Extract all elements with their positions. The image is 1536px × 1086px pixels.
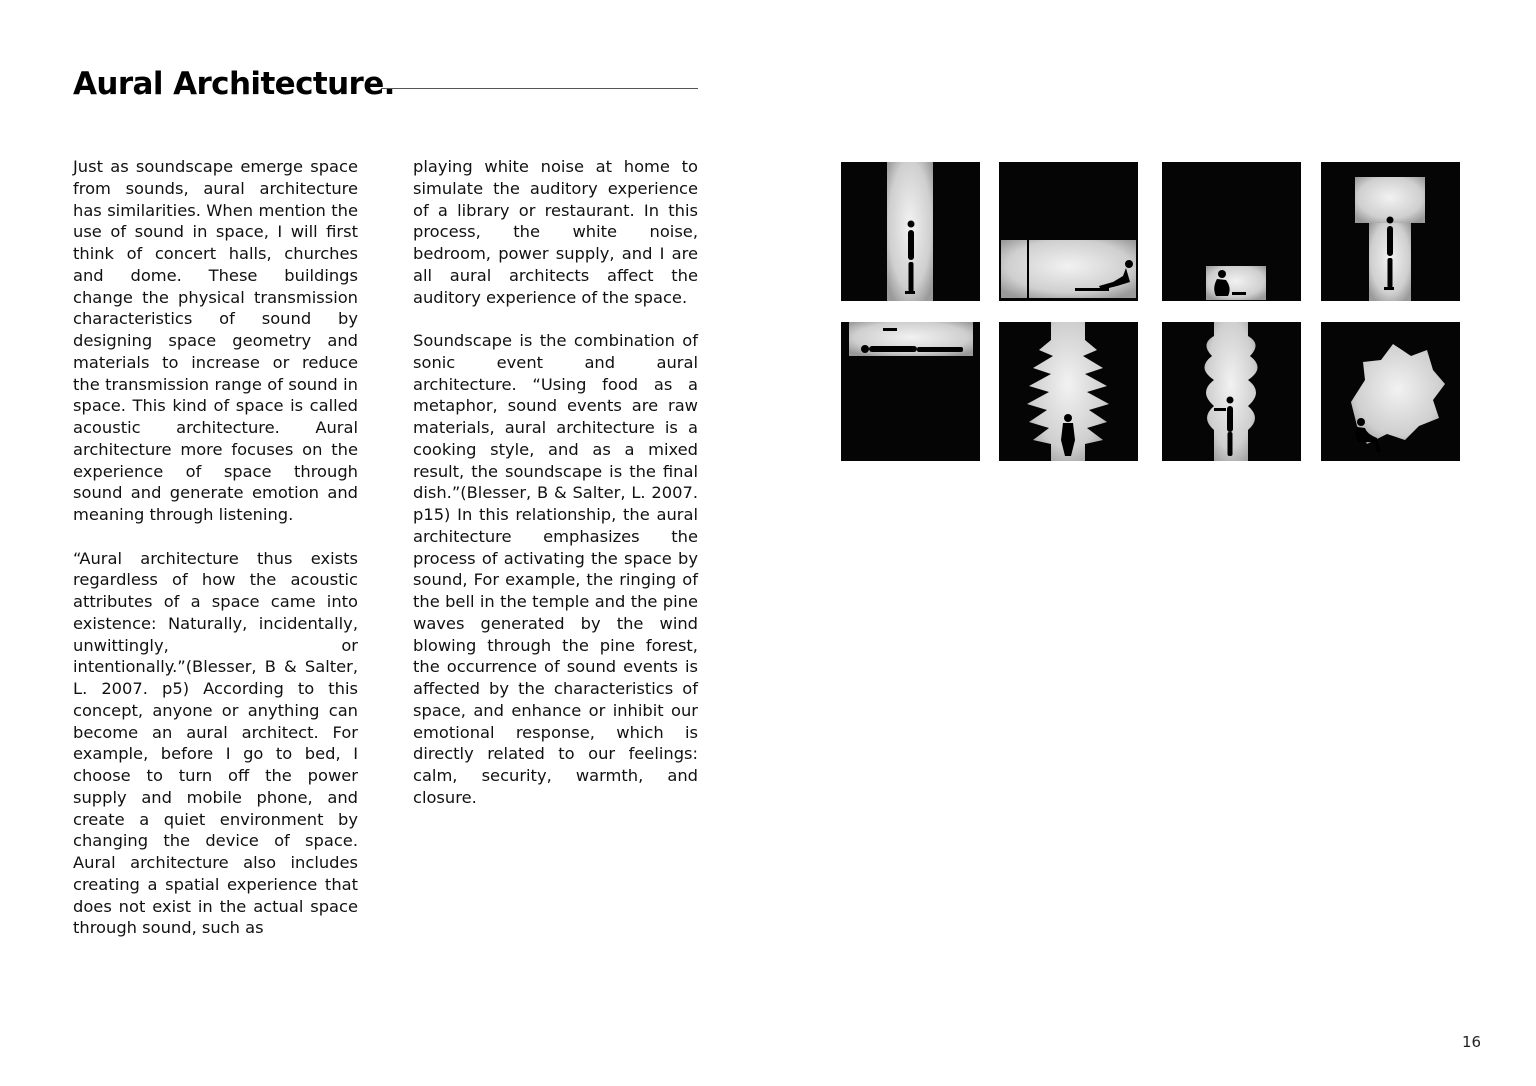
illustration-panel-1 xyxy=(841,162,980,301)
illustration-panel-7 xyxy=(1162,322,1301,461)
paragraph: playing white noise at home to simulate the auditory experience of a library or restaurant. In this process, the white noise, bedroom, power supply, and I are all aural architects affect the auditory experience of the space. xyxy=(413,157,698,307)
page-title: Aural Architecture. xyxy=(73,66,395,102)
page-number: 16 xyxy=(1462,1033,1482,1051)
illustration-panel-5 xyxy=(841,322,980,461)
title-rule xyxy=(381,88,698,89)
paragraph: “Aural architecture thus exists regardless of how the acoustic attributes of a space came into existence: Naturally, incidentally, unwittingly, or intentionally.”(Blesser, B & Salter, L. 2007. p5) According to this concept, anyone or anything can become an aural architect. For example, before I go to bed, I choose to turn off the power supply and mobile phone, and create a quiet environment by changing the device of space. Aural architecture also includes creating a spatial experience that does not exist in the actual space through sound, such as xyxy=(73,548,358,938)
illustration-panel-6 xyxy=(999,322,1138,461)
illustration-panel-4 xyxy=(1321,162,1460,301)
illustration-panel-2 xyxy=(999,162,1138,301)
illustration-panel-3 xyxy=(1162,162,1301,301)
text-column-right xyxy=(413,156,698,830)
paragraph: Just as soundscape emerge space from sounds, aural architecture has similarities. When mention the use of sound in space, I will first think of concert halls, churches and dome. These buildings change the physical transmission characteristics of sound by designing space geometry and materials to increase or reduce the transmission range of sound in space. This kind of space is called acoustic architecture. Aural architecture more focuses on the experience of space through sound and generate emotion and meaning through listening. xyxy=(73,157,358,524)
paragraph: Soundscape is the combination of sonic event and aural architecture. “Using food as a metaphor, sound events are raw materials, aural architecture is a cooking style, and as a mixed result, the soundscape is the final dish.”(Blesser, B & Salter, L. 2007. p15) In this relationship, the aural architecture emphasizes the process of activating the space by sound, For example, the ringing of the bell in the temple and the pine waves generated by the wind blowing through the pine forest, the occurrence of sound events is affected by the characteristics of space, and enhance or inhibit our emotional response, which is directly related to our feelings: calm, security, warmth, and closure. xyxy=(413,331,698,807)
illustration-panel-8 xyxy=(1321,322,1460,461)
text-column-left xyxy=(73,156,358,961)
